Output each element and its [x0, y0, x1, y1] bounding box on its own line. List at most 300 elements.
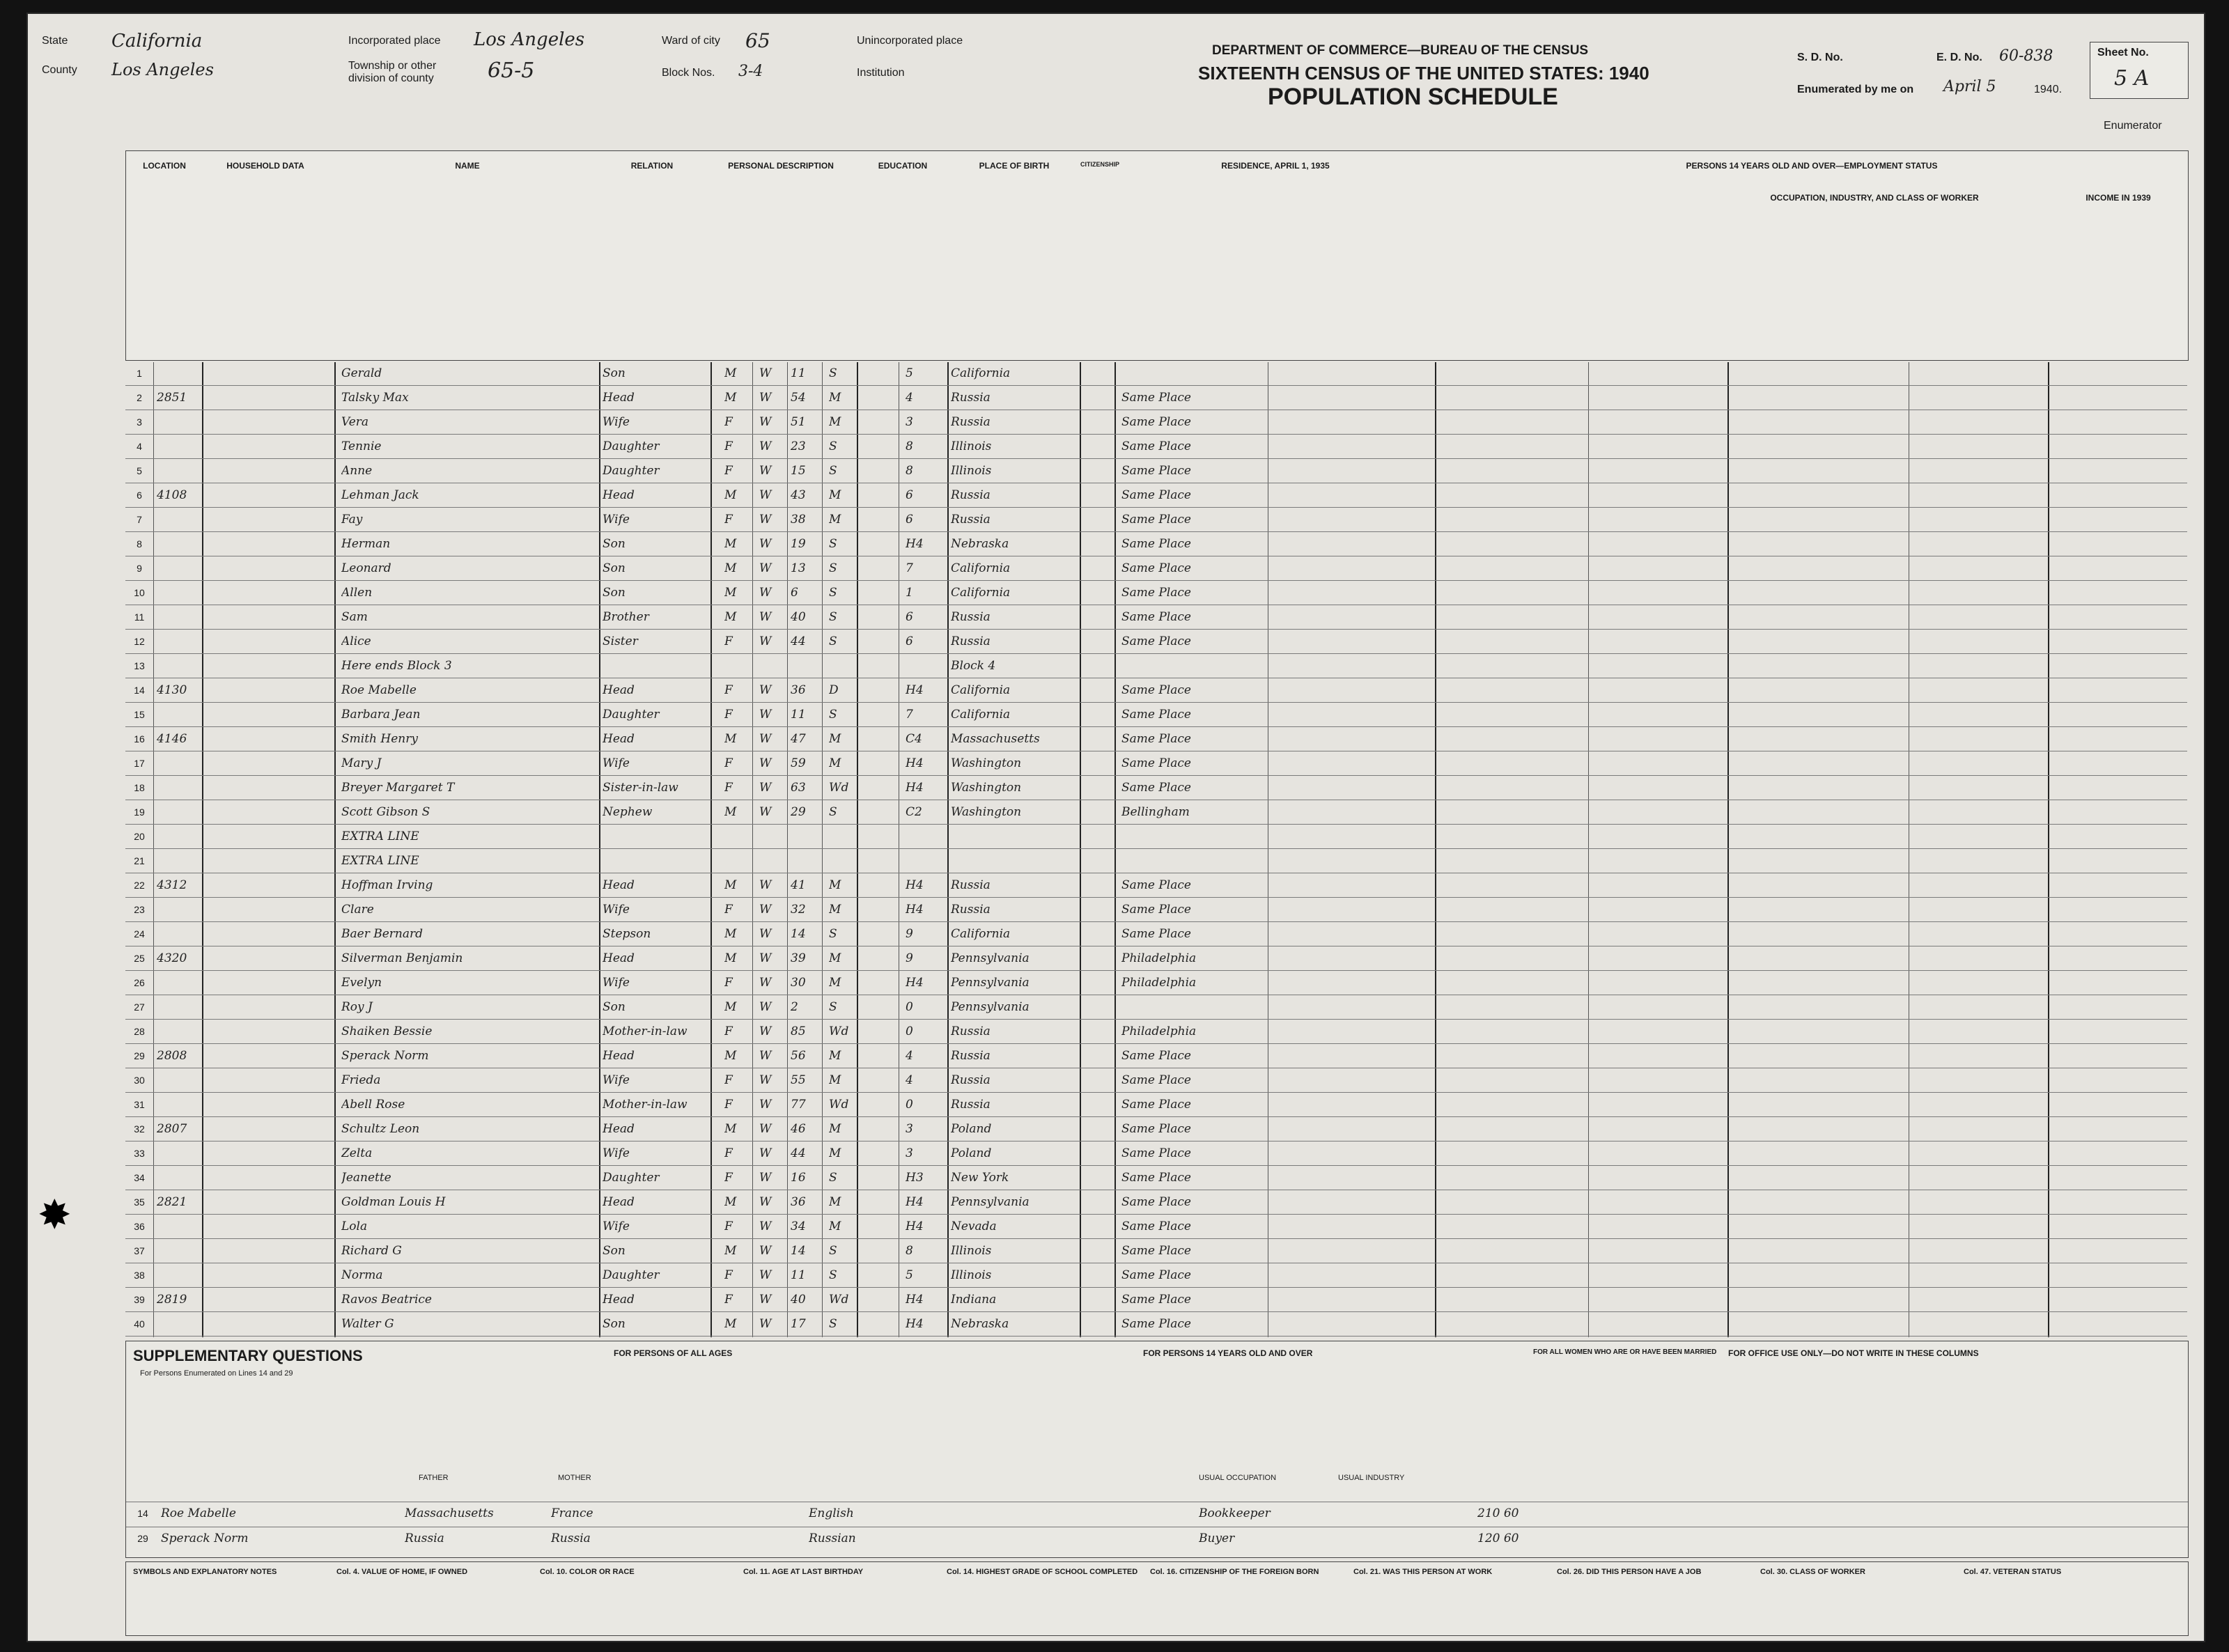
cell-line: 12 — [134, 636, 145, 647]
census-row — [125, 630, 2187, 654]
cell-edu: H4 — [906, 1219, 924, 1233]
col-income: INCOME IN 1939 — [2086, 193, 2151, 203]
ward-value: 65 — [745, 29, 770, 52]
cell-line: 35 — [134, 1197, 145, 1208]
cell-age — [791, 850, 818, 873]
cell-race: W — [759, 1317, 772, 1331]
cell-house — [157, 1093, 202, 1116]
cell-birth: Russia — [951, 903, 991, 917]
cell-res: Same Place — [1121, 732, 1191, 746]
hole-marker-icon: ✸ — [38, 1192, 72, 1238]
cell-sex: M — [724, 391, 737, 405]
cell-birth: Nebraska — [951, 537, 1009, 551]
cell-sex: F — [724, 781, 733, 795]
col-occupation: OCCUPATION, INDUSTRY, AND CLASS OF WORKER — [1770, 193, 1979, 203]
cell-rel: Head — [603, 732, 635, 746]
cell-edu: 7 — [906, 708, 913, 722]
cell-rel: Wife — [603, 1219, 630, 1233]
cell-name: Abell Rose — [341, 1098, 405, 1112]
cell-sex: M — [724, 951, 737, 965]
sup-cell-line: 14 — [137, 1508, 148, 1519]
cell-edu: 0 — [906, 1024, 913, 1038]
cell-race: W — [759, 586, 772, 600]
cell-age: 34 — [791, 1219, 806, 1233]
cell-sex: F — [724, 1219, 733, 1233]
cell-race: W — [759, 903, 772, 917]
cell-name: Goldman Louis H — [341, 1195, 446, 1209]
cell-race: W — [759, 1146, 772, 1160]
footer-note: Col. 4. VALUE OF HOME, IF OWNED — [336, 1568, 468, 1576]
sup-cell-name: Sperack Norm — [161, 1532, 249, 1545]
cell-sex: M — [724, 1000, 737, 1014]
sup-cell-line: 29 — [137, 1533, 148, 1544]
cell-sex: M — [724, 537, 737, 551]
cell-birth: California — [951, 561, 1011, 575]
cell-race: W — [759, 561, 772, 575]
cell-line: 24 — [134, 928, 145, 940]
enumerator-label: Enumerator — [2104, 120, 2162, 132]
cell-house — [157, 703, 202, 726]
cell-age: 47 — [791, 732, 806, 746]
cell-edu: H4 — [906, 1293, 924, 1307]
ed-label: E. D. No. — [1936, 52, 1982, 63]
usual-industry-label: USUAL INDUSTRY — [1338, 1474, 1405, 1482]
cell-sex: M — [724, 561, 737, 575]
cell-ms: M — [829, 415, 841, 429]
cell-res: Same Place — [1121, 1073, 1191, 1087]
cell-birth — [951, 850, 1080, 873]
cell-age: 55 — [791, 1073, 806, 1087]
cell-ms: M — [829, 1073, 841, 1087]
census-row — [125, 1264, 2187, 1288]
cell-line: 13 — [134, 660, 145, 671]
cell-res: Same Place — [1121, 586, 1191, 600]
cell-age: 14 — [791, 1244, 806, 1258]
census-row — [125, 508, 2187, 532]
cell-name: Barbara Jean — [341, 708, 421, 722]
col-personal: PERSONAL DESCRIPTION — [728, 161, 834, 171]
cell-rel — [603, 825, 707, 848]
cell-res: Same Place — [1121, 464, 1191, 478]
cell-ms: S — [829, 1317, 837, 1331]
cell-edu: 6 — [906, 610, 913, 624]
cell-line: 11 — [134, 611, 145, 623]
cell-age: 44 — [791, 634, 806, 648]
cell-edu: 6 — [906, 488, 913, 502]
cell-name: Norma — [341, 1268, 383, 1282]
cell-rel: Wife — [603, 756, 630, 770]
cell-ms: M — [829, 1195, 841, 1209]
cell-sex: F — [724, 513, 733, 527]
census-row — [125, 752, 2187, 776]
cell-ms: S — [829, 634, 837, 648]
cell-res: Same Place — [1121, 561, 1191, 575]
cell-house — [157, 362, 202, 385]
cell-name: Ravos Beatrice — [341, 1293, 432, 1307]
cell-sex: M — [724, 1244, 737, 1258]
cell-ms: Wd — [829, 1293, 849, 1307]
cell-birth: Russia — [951, 1073, 991, 1087]
census-row — [125, 655, 2187, 678]
cell-res: Same Place — [1121, 683, 1191, 697]
cell-race: W — [759, 488, 772, 502]
census-row — [125, 557, 2187, 581]
cell-birth: Russia — [951, 415, 991, 429]
cell-ms: S — [829, 1244, 837, 1258]
cell-house: 2808 — [157, 1049, 187, 1063]
cell-ms: S — [829, 610, 837, 624]
cell-line: 10 — [134, 587, 145, 598]
cell-sex: M — [724, 927, 737, 941]
cell-edu: 8 — [906, 464, 913, 478]
cell-rel: Wife — [603, 415, 630, 429]
cell-res: Same Place — [1121, 878, 1191, 892]
cell-edu: 9 — [906, 951, 913, 965]
cell-ms: S — [829, 927, 837, 941]
census-row — [125, 679, 2187, 703]
census-row — [125, 1191, 2187, 1215]
cell-sex: F — [724, 1268, 733, 1282]
cell-race: W — [759, 1073, 772, 1087]
cell-res: Same Place — [1121, 1146, 1191, 1160]
cell-name: Roy J — [341, 1000, 373, 1014]
cell-res: Same Place — [1121, 756, 1191, 770]
cell-birth: Nebraska — [951, 1317, 1009, 1331]
cell-house — [157, 411, 202, 434]
cell-name: Frieda — [341, 1073, 381, 1087]
cell-ms: S — [829, 439, 837, 453]
cell-res: Same Place — [1121, 391, 1191, 405]
cell-name: Lehman Jack — [341, 488, 419, 502]
column-header-block — [125, 150, 2189, 361]
cell-line: 38 — [134, 1270, 145, 1281]
cell-ms: S — [829, 1000, 837, 1014]
cell-line: 1 — [137, 368, 142, 379]
cell-age: 14 — [791, 927, 806, 941]
ed-value: 60-838 — [1999, 47, 2053, 65]
cell-line: 8 — [137, 538, 142, 550]
cell-name: Silverman Benjamin — [341, 951, 463, 965]
cell-rel: Head — [603, 1122, 635, 1136]
unincorporated-label: Unincorporated place — [857, 35, 963, 47]
cell-sex: M — [724, 732, 737, 746]
sup-cell-code: 210 60 — [1477, 1506, 1519, 1520]
census-row — [125, 728, 2187, 751]
cell-race: W — [759, 976, 772, 990]
cell-sex: F — [724, 1073, 733, 1087]
cell-birth: Russia — [951, 1098, 991, 1112]
cell-sex: F — [724, 634, 733, 648]
census-row — [125, 874, 2187, 898]
cell-birth: Russia — [951, 610, 991, 624]
cell-race: W — [759, 708, 772, 722]
cell-age: 40 — [791, 1293, 806, 1307]
census-row — [125, 1288, 2187, 1312]
cell-house: 4108 — [157, 488, 187, 502]
cell-birth: Illinois — [951, 439, 992, 453]
cell-res — [1121, 655, 1264, 678]
cell-sex — [724, 850, 749, 873]
cell-line: 23 — [134, 904, 145, 915]
cell-rel: Head — [603, 951, 635, 965]
cell-birth: Russia — [951, 1049, 991, 1063]
cell-line: 19 — [134, 806, 145, 818]
cell-edu: 1 — [906, 586, 913, 600]
cell-rel: Head — [603, 683, 635, 697]
cell-edu: 3 — [906, 1146, 913, 1160]
cell-sex — [724, 655, 749, 678]
cell-house — [157, 996, 202, 1019]
cell-ms: S — [829, 537, 837, 551]
cell-ms: M — [829, 976, 841, 990]
cell-rel: Wife — [603, 976, 630, 990]
footer-note: Col. 10. COLOR OR RACE — [540, 1568, 635, 1576]
col-citizenship: CITIZENSHIP — [1080, 161, 1120, 168]
cell-sex: F — [724, 903, 733, 917]
cell-edu: 8 — [906, 1244, 913, 1258]
cell-race: W — [759, 756, 772, 770]
col-location: LOCATION — [143, 161, 186, 171]
county-label: County — [42, 64, 77, 76]
cell-res: Same Place — [1121, 903, 1191, 917]
cell-edu: H4 — [906, 683, 924, 697]
cell-race: W — [759, 1122, 772, 1136]
cell-ms: M — [829, 756, 841, 770]
cell-age: 36 — [791, 1195, 806, 1209]
cell-res: Same Place — [1121, 1293, 1191, 1307]
all-ages-label: FOR PERSONS OF ALL AGES — [614, 1348, 733, 1358]
cell-rel: Head — [603, 1293, 635, 1307]
cell-name: Jeanette — [341, 1171, 391, 1185]
cell-birth — [951, 825, 1080, 848]
cell-sex: F — [724, 1293, 733, 1307]
cell-edu: 5 — [906, 1268, 913, 1282]
cell-age: 38 — [791, 513, 806, 527]
cell-rel: Stepson — [603, 927, 651, 941]
cell-rel: Head — [603, 391, 635, 405]
cell-rel: Head — [603, 878, 635, 892]
cell-house — [157, 533, 202, 556]
cell-ms: Wd — [829, 1024, 849, 1038]
cell-race: W — [759, 1244, 772, 1258]
cell-race: W — [759, 1219, 772, 1233]
cell-name: Roe Mabelle — [341, 683, 417, 697]
cell-birth: California — [951, 927, 1011, 941]
cell-house — [157, 508, 202, 531]
cell-name: Hoffman Irving — [341, 878, 433, 892]
cell-name: EXTRA LINE — [341, 829, 419, 843]
cell-edu — [906, 655, 944, 678]
cell-edu: 9 — [906, 927, 913, 941]
cell-race: W — [759, 634, 772, 648]
cell-birth: Illinois — [951, 464, 992, 478]
cell-res: Same Place — [1121, 537, 1191, 551]
cell-res: Same Place — [1121, 1171, 1191, 1185]
cell-line: 33 — [134, 1148, 145, 1159]
cell-line: 34 — [134, 1172, 145, 1183]
cell-house — [157, 1069, 202, 1092]
cell-rel: Sister — [603, 634, 638, 648]
cell-rel: Head — [603, 1195, 635, 1209]
cell-rel: Son — [603, 1244, 626, 1258]
cell-ms: S — [829, 1171, 837, 1185]
cell-name: Schultz Leon — [341, 1122, 420, 1136]
footer-note: Col. 30. CLASS OF WORKER — [1760, 1568, 1865, 1576]
cell-ms: M — [829, 1219, 841, 1233]
cell-res: Same Place — [1121, 634, 1191, 648]
sup-cell-occ: Bookkeeper — [1199, 1506, 1271, 1520]
cell-ms: Wd — [829, 1098, 849, 1112]
cell-age: 39 — [791, 951, 806, 965]
cell-age: 32 — [791, 903, 806, 917]
cell-res: Same Place — [1121, 1122, 1191, 1136]
cell-rel: Son — [603, 586, 626, 600]
cell-house: 4320 — [157, 951, 187, 965]
cell-line: 36 — [134, 1221, 145, 1232]
cell-name: Evelyn — [341, 976, 382, 990]
cell-name: Leonard — [341, 561, 391, 575]
cell-rel: Mother-in-law — [603, 1098, 688, 1112]
cell-line: 40 — [134, 1318, 145, 1330]
department-title: DEPARTMENT OF COMMERCE—BUREAU OF THE CENSUS — [1212, 43, 1589, 58]
cell-birth: Russia — [951, 488, 991, 502]
footer-note: Col. 11. AGE AT LAST BIRTHDAY — [743, 1568, 864, 1576]
cell-ms: M — [829, 1146, 841, 1160]
supplementary-row — [126, 1502, 2188, 1526]
cell-line: 26 — [134, 977, 145, 988]
father-label: FATHER — [419, 1474, 449, 1482]
cell-name: Fay — [341, 513, 363, 527]
cell-res: Philadelphia — [1121, 951, 1197, 965]
cell-line: 30 — [134, 1075, 145, 1086]
cell-sex: M — [724, 366, 737, 380]
cell-birth: California — [951, 708, 1011, 722]
cell-rel: Daughter — [603, 464, 660, 478]
cell-line: 39 — [134, 1294, 145, 1305]
cell-ms — [829, 825, 855, 848]
cell-line: 29 — [134, 1050, 145, 1061]
cell-rel: Wife — [603, 1073, 630, 1087]
cell-ms: M — [829, 951, 841, 965]
cell-race: W — [759, 391, 772, 405]
cell-name: Allen — [341, 586, 373, 600]
cell-line: 9 — [137, 563, 142, 574]
cell-sex: F — [724, 683, 733, 697]
cell-house — [157, 898, 202, 921]
cell-rel — [603, 655, 707, 678]
cell-ms: M — [829, 488, 841, 502]
cell-edu: H4 — [906, 976, 924, 990]
cell-line: 21 — [134, 855, 145, 866]
cell-rel: Daughter — [603, 439, 660, 453]
cell-edu: 4 — [906, 1073, 913, 1087]
cell-race: W — [759, 1000, 772, 1014]
cell-house — [157, 777, 202, 800]
cell-birth: Block 4 — [951, 659, 996, 673]
cell-line: 17 — [134, 758, 145, 769]
footer-note: Col. 16. CITIZENSHIP OF THE FOREIGN BORN — [1150, 1568, 1319, 1576]
cell-rel: Son — [603, 366, 626, 380]
footer-note: SYMBOLS AND EXPLANATORY NOTES — [133, 1568, 277, 1576]
cell-res: Philadelphia — [1121, 1024, 1197, 1038]
cell-house — [157, 850, 202, 873]
cell-sex: F — [724, 1024, 733, 1038]
cell-ms: S — [829, 464, 837, 478]
sup-cell-mother: France — [551, 1506, 593, 1520]
cell-race: W — [759, 781, 772, 795]
cell-birth: California — [951, 366, 1011, 380]
cell-line: 20 — [134, 831, 145, 842]
census-row — [125, 1118, 2187, 1141]
cell-sex: F — [724, 464, 733, 478]
cell-age: 56 — [791, 1049, 806, 1063]
census-row — [125, 923, 2187, 946]
cell-ms: M — [829, 732, 841, 746]
cell-line: 18 — [134, 782, 145, 793]
cell-edu: 8 — [906, 439, 913, 453]
cell-line: 27 — [134, 1002, 145, 1013]
cell-house — [157, 1020, 202, 1043]
cell-line: 6 — [137, 490, 142, 501]
col-residence: RESIDENCE, APRIL 1, 1935 — [1221, 161, 1330, 171]
sup-cell-name: Roe Mabelle — [161, 1506, 236, 1520]
cell-edu: H4 — [906, 537, 924, 551]
cell-birth: Pennsylvania — [951, 951, 1030, 965]
cell-name: Talsky Max — [341, 391, 409, 405]
cell-res — [1121, 825, 1264, 848]
cell-age: 77 — [791, 1098, 806, 1112]
cell-rel: Mother-in-law — [603, 1024, 688, 1038]
cell-line: 2 — [137, 392, 142, 403]
cell-age: 15 — [791, 464, 806, 478]
cell-rel: Daughter — [603, 708, 660, 722]
cell-edu: 6 — [906, 513, 913, 527]
cell-house — [157, 557, 202, 580]
cell-rel: Wife — [603, 513, 630, 527]
cell-house: 2821 — [157, 1195, 187, 1209]
cell-name: Anne — [341, 464, 373, 478]
cell-ms: M — [829, 903, 841, 917]
cell-edu: C2 — [906, 805, 922, 819]
sup-cell-father: Russia — [405, 1532, 444, 1545]
cell-birth: Massachusetts — [951, 732, 1040, 746]
cell-res — [1121, 362, 1264, 385]
enumerated-value: April 5 — [1943, 78, 1996, 95]
cell-rel: Son — [603, 1317, 626, 1331]
cell-sex: M — [724, 1049, 737, 1063]
cell-name: EXTRA LINE — [341, 854, 419, 868]
cell-edu: H4 — [906, 878, 924, 892]
cell-age: 11 — [791, 708, 806, 722]
sheet-number-box — [2090, 42, 2189, 99]
cell-name: Mary J — [341, 756, 382, 770]
cell-race — [759, 655, 784, 678]
census-row — [125, 1167, 2187, 1190]
census-row — [125, 1020, 2187, 1044]
cell-house — [157, 655, 202, 678]
cell-house: 4146 — [157, 732, 187, 746]
cell-rel: Sister-in-law — [603, 781, 678, 795]
footer-note: Col. 26. DID THIS PERSON HAVE A JOB — [1557, 1568, 1702, 1576]
cell-rel: Son — [603, 561, 626, 575]
township-value: 65-5 — [488, 59, 535, 83]
cell-name: Breyer Margaret T — [341, 781, 455, 795]
cell-name: Smith Henry — [341, 732, 418, 746]
cell-rel: Brother — [603, 610, 649, 624]
cell-line: 4 — [137, 441, 142, 452]
col-education: EDUCATION — [878, 161, 928, 171]
cell-res: Same Place — [1121, 708, 1191, 722]
